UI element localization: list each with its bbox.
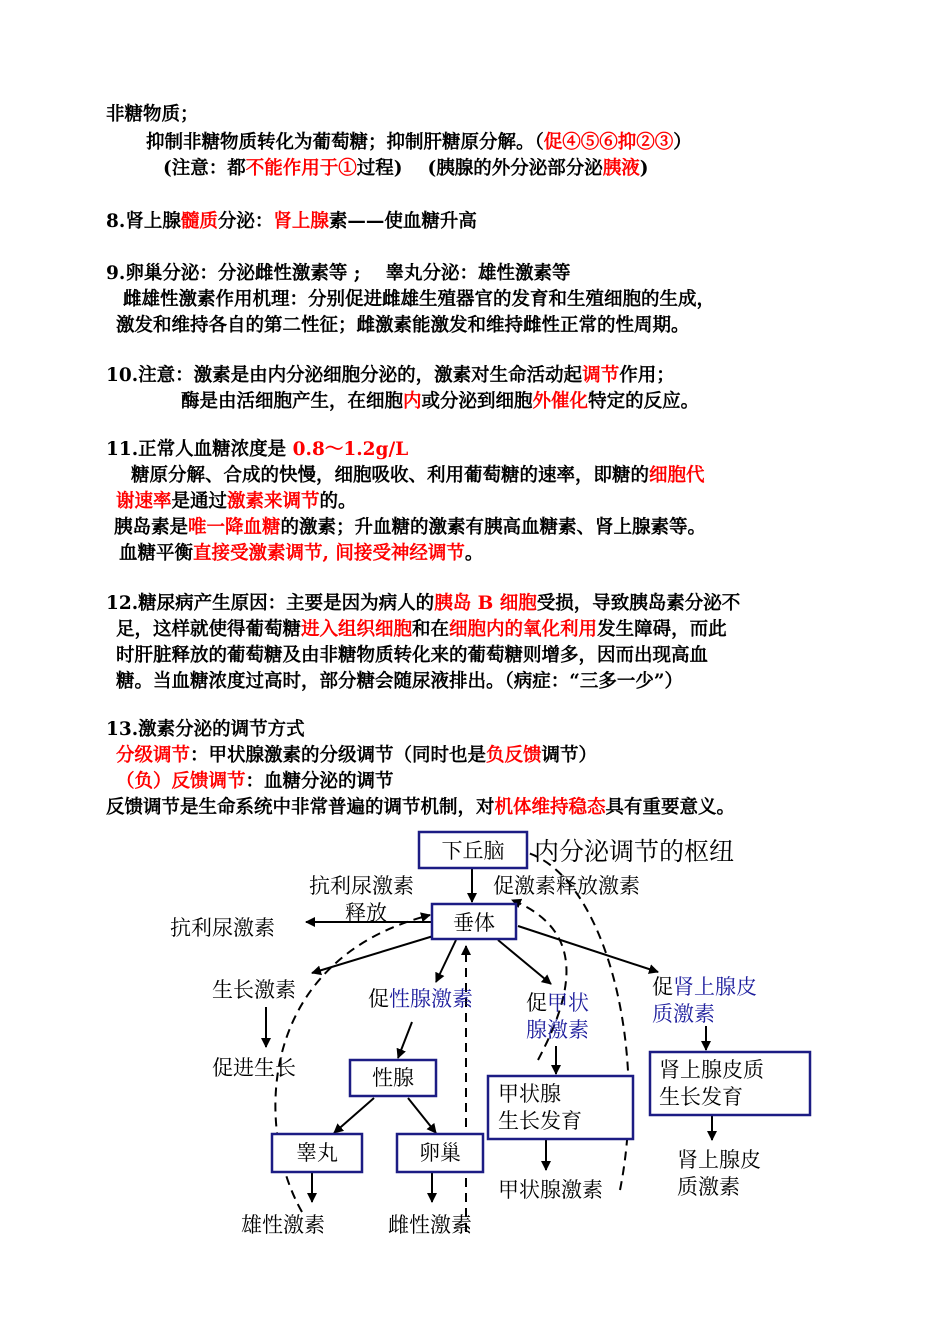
text-line: 糖原分解、合成的快慢，细胞吸收、利用葡萄糖的速率，即糖的细胞代 bbox=[131, 465, 705, 486]
text-line: 血糖平衡直接受激素调节, 间接受神经调节。 bbox=[119, 543, 484, 564]
text-line: 分级调节：甲状腺激素的分级调节（同时也是负反馈调节） bbox=[116, 745, 598, 766]
text-line: 非糖物质； bbox=[106, 104, 199, 125]
gonad-label: 性腺 bbox=[372, 1066, 414, 1090]
thyroid-box-line2: 生长发育 bbox=[498, 1109, 582, 1133]
tsh-label-line2: 腺激素 bbox=[526, 1018, 589, 1042]
arrow-gonad-testis bbox=[334, 1098, 374, 1133]
adh-label: 抗利尿激素 bbox=[170, 916, 275, 940]
cortex-hormone-line2: 质激素 bbox=[677, 1175, 740, 1199]
section-11: 11.正常人血糖浓度是 0.8～1.2g/L bbox=[106, 439, 409, 460]
adh-release-label: 抗利尿激素 bbox=[309, 874, 414, 898]
cortex-box-line1: 肾上腺皮质 bbox=[659, 1058, 764, 1082]
text-line: 时肝脏释放的葡萄糖及由非糖物质转化来的葡萄糖则增多，因而出现高血 bbox=[116, 645, 709, 666]
text-line: 反馈调节是生命系统中非常普遍的调节机制，对机体维持稳态具有重要意义。 bbox=[106, 797, 736, 818]
section-9: 9.卵巢分泌：分泌雌性激素等 ; 睾丸分泌：雄性激素等 bbox=[106, 263, 571, 284]
section-13: 13.激素分泌的调节方式 bbox=[106, 719, 305, 740]
arrow-fsh bbox=[436, 940, 456, 982]
text-line: 酶是由活细胞产生，在细胞内或分泌到细胞外催化特定的反应。 bbox=[181, 391, 700, 412]
estrogen-label: 雌性激素 bbox=[388, 1213, 472, 1237]
section-10: 10.注意：激素是由内分泌细胞分泌的，激素对生命活动起调节作用； bbox=[106, 365, 675, 386]
promote-growth-label: 促进生长 bbox=[212, 1056, 296, 1080]
arrow-gonad-ovary bbox=[408, 1098, 436, 1133]
hypothalamus-label: 下丘脑 bbox=[441, 839, 505, 863]
cortex-box-line2: 生长发育 bbox=[659, 1085, 743, 1109]
text-line: 激发和维持各自的第二性征；雌激素能激发和维持雌性正常的性周期。 bbox=[116, 315, 690, 336]
fsh-label: 促性腺激素 bbox=[368, 987, 473, 1011]
thyroxine-label: 甲状腺激素 bbox=[498, 1178, 603, 1202]
hub-label: 内分泌调节的枢纽 bbox=[534, 837, 735, 866]
section-12: 12.糖尿病产生原因：主要是因为病人的胰岛 B 细胞受损，导致胰岛素分泌不 bbox=[106, 593, 741, 614]
cortex-hormone-line1: 肾上腺皮 bbox=[677, 1148, 761, 1172]
ovary-label: 卵巢 bbox=[419, 1141, 461, 1165]
text-line: (注意：都不能作用于①过程) (胰腺的外分泌部分泌胰液) bbox=[163, 158, 649, 179]
release-label: 释放 bbox=[345, 901, 387, 925]
thyroid-box-line1: 甲状腺 bbox=[498, 1082, 561, 1106]
arrow-acth bbox=[518, 926, 658, 972]
androgen-label: 雄性激素 bbox=[241, 1213, 325, 1237]
text-line: （负）反馈调节：血糖分泌的调节 bbox=[116, 771, 394, 792]
section-8: 8.肾上腺髓质分泌：肾上腺素——使血糖升高 bbox=[106, 211, 477, 232]
text-line: 抑制非糖物质转化为葡萄糖；抑制肝糖原分解。（促④⑤⑥抑②③） bbox=[146, 132, 692, 153]
text-line: 胰岛素是唯一降血糖的激素；升血糖的激素有胰高血糖素、肾上腺素等。 bbox=[114, 517, 707, 538]
acth-label-line1: 促肾上腺皮 bbox=[652, 975, 757, 999]
testis-label: 睾丸 bbox=[296, 1141, 338, 1165]
text-line: 足，这样就使得葡萄糖进入组织细胞和在细胞内的氧化利用发生障碍，而此 bbox=[116, 619, 727, 640]
arrow-tsh bbox=[498, 940, 551, 984]
trh-label: 促激素释放激素 bbox=[493, 874, 640, 898]
pituitary-label: 垂体 bbox=[453, 911, 495, 935]
arrow-gh bbox=[312, 934, 440, 973]
text-line: 雌雄性激素作用机理：分别促进雌雄生殖器官的发育和生殖细胞的生成， bbox=[123, 289, 716, 310]
arrow-fsh-gonad bbox=[398, 1022, 412, 1058]
gh-label: 生长激素 bbox=[212, 978, 296, 1002]
tsh-label-line1: 促甲状 bbox=[526, 991, 589, 1015]
acth-label-line2: 质激素 bbox=[652, 1002, 715, 1026]
text-line: 糖。当血糖浓度过高时，部分糖会随尿液排出。（病症：“三多一少”） bbox=[116, 671, 684, 692]
text-line: 谢速率是通过激素来调节的。 bbox=[116, 491, 357, 512]
